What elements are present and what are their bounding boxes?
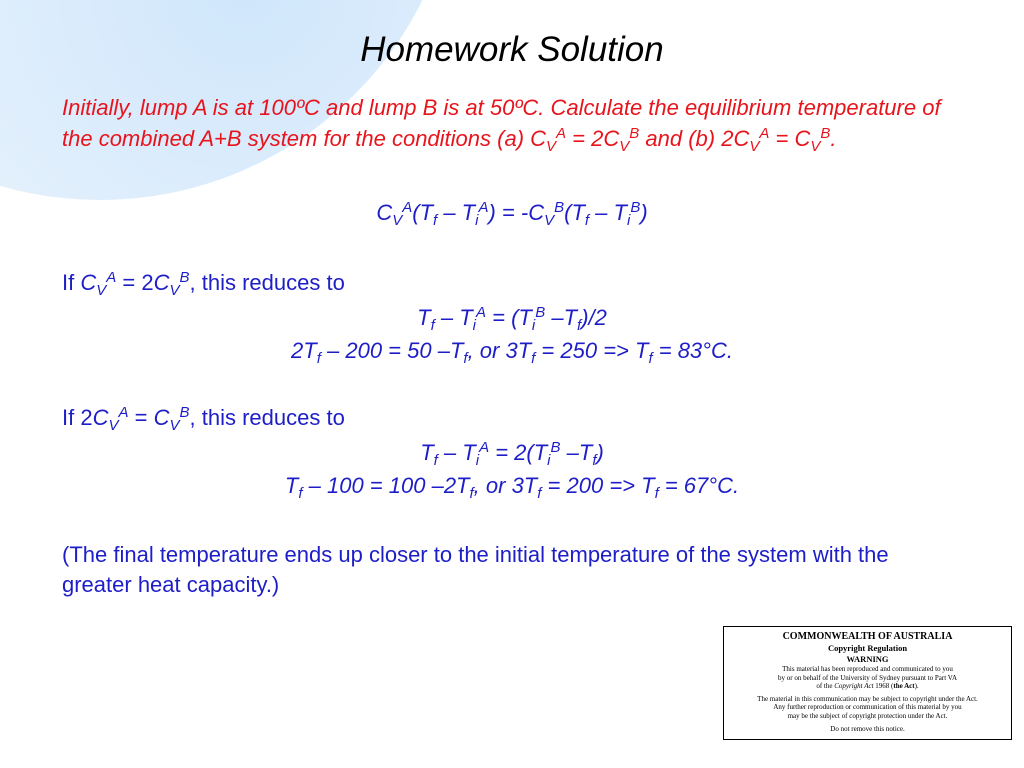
case-b-equation-2: $T_f - 100 = 100$ $-2T_f$, or $3T_f = 200 => T_f = 67^\circ C$. [284, 473, 740, 502]
case-a-equation-2: $2T_f - 200 = 50$ $-T_f$, or $3T_f = 250 => T_f = 83^\circ C$. [291, 338, 733, 367]
slide-title: Homework Solution [360, 30, 664, 69]
case-a-heading: If $C_V^A = 2C_V^B$, this reduces to [62, 269, 345, 299]
copyright-subheading: Copyright Regulation [827, 643, 908, 653]
conclusion-note: (The final temperature ends up closer to the initial temperature of the system with the greater heat capacity.) [62, 542, 889, 597]
copyright-heading: COMMONWEALTH OF AUSTRALIA [782, 631, 953, 642]
case-a-equation-1: $T_f - T_i^A = (T_i^B$ $-T_f)/2$ [417, 304, 607, 334]
energy-balance-equation: $C_V^A(T_f - T_i^A) = -C_V^B(T_f - T_i^B)$ [376, 199, 648, 229]
problem-statement: Initially, lump A is at 100ºC and lump B is at 50ºC. Calculate the equilibrium temperature of the combined A+B system for the conditions (a) $C_V^A = 2C_V^B$ and (b) $2C_V^A = C_V^B$. [62, 95, 941, 155]
copyright-notice: COMMONWEALTH OF AUSTRALIA Copyright Regulation WARNING This material has been reproduced and communicated to you by or on behalf of the University of Sydney pursuant to Part VA of the Copyright Act 1968 (the Act). The material in this communication may be subject to copyright under the Act. Any further reproduction or communication of this material by you may be the subject of copyright protection under the Act. Do not remove this notice. [723, 626, 1012, 740]
copyright-warning: WARNING [846, 654, 889, 664]
case-b-equation-1: $T_f - T_i^A = 2(T_i^B$ $-T_f$) [420, 439, 604, 469]
case-b-heading: If $2C_V^A = C_V^B$, this reduces to [62, 404, 345, 434]
